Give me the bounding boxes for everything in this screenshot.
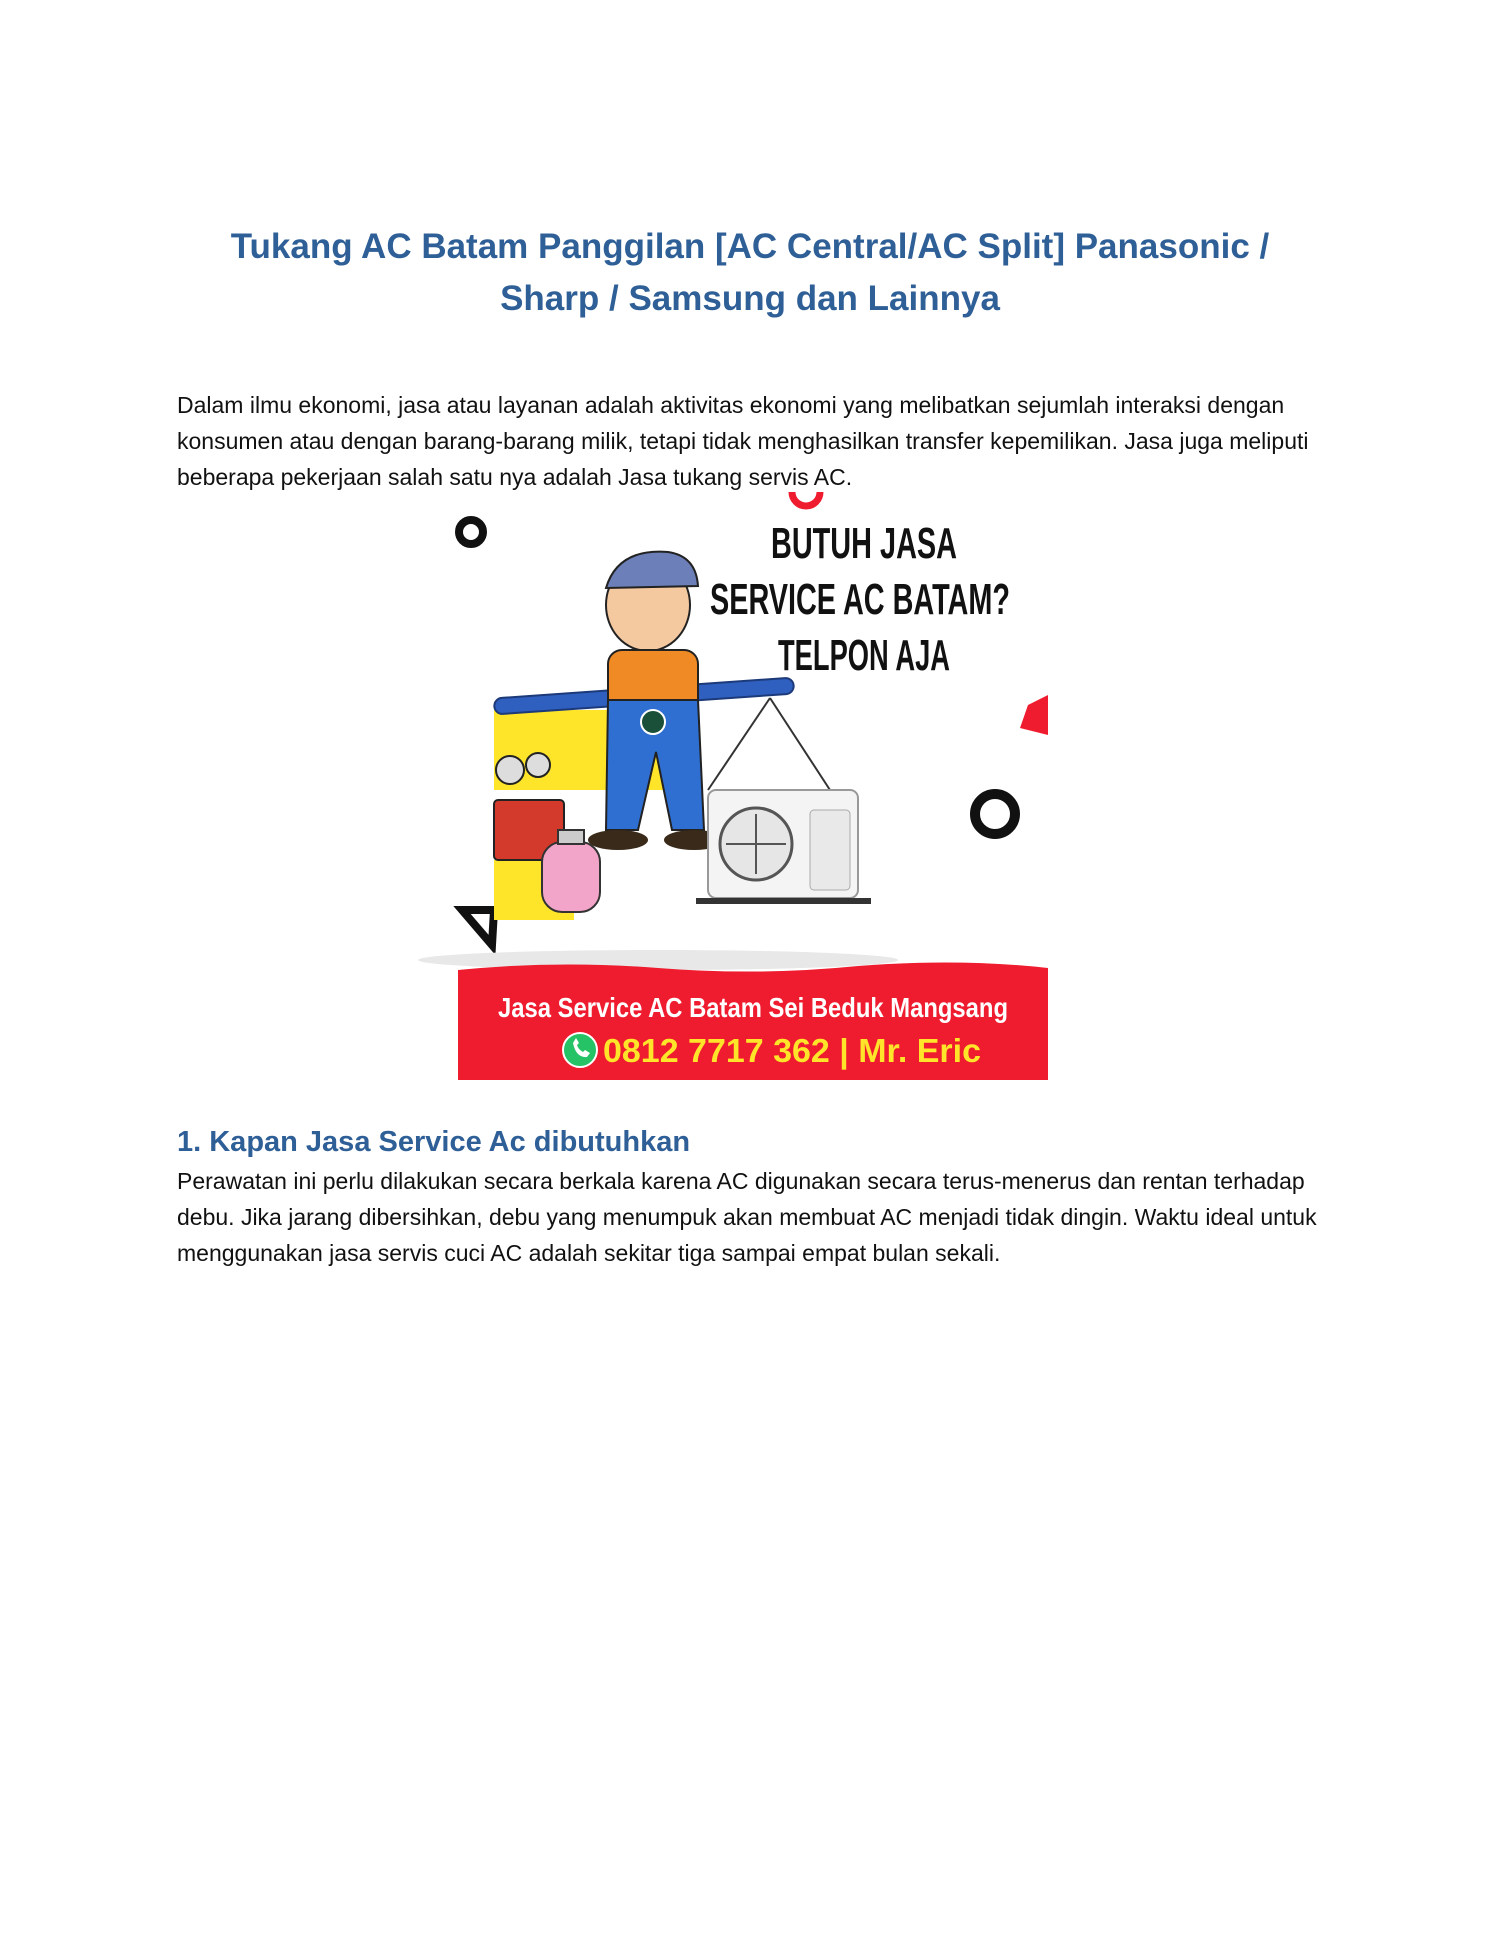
scale-plate xyxy=(696,898,871,904)
section-paragraph: Perawatan ini perlu dilakukan secara berkala karena AC digunakan secara terus-menerus dan rentan terhadap debu. Jika jarang dibersihkan, debu yang menumpuk akan membuat AC menjadi tidak dingin. Waktu ideal untuk menggunakan jasa servis cuci AC adalah sekitar tiga sampai empat bulan sekali. xyxy=(177,1168,1317,1266)
ad-headline-line3: TELPON AJA xyxy=(778,631,950,680)
ad-banner-phone: 0812 7717 362 | Mr. Eric xyxy=(603,1032,981,1069)
ad-image xyxy=(458,490,1048,1080)
decor-triangle-red xyxy=(1020,695,1048,735)
scale-rope-left xyxy=(708,698,770,790)
ground-shadow xyxy=(418,950,898,970)
decor-triangle-black xyxy=(462,910,494,945)
gauge-icon xyxy=(496,756,524,784)
technician-cap xyxy=(606,552,698,588)
decor-circle-right xyxy=(975,794,1015,834)
section-heading: 1. Kapan Jasa Service Ac dibutuhkan xyxy=(177,1126,691,1159)
ad-headline-line1: BUTUH JASA xyxy=(771,519,957,568)
ad-headline-line2: SERVICE AC BATAM? xyxy=(710,575,1010,624)
ac-side-panel xyxy=(810,810,850,890)
decor-circle-left xyxy=(459,520,483,544)
scale-rope-right xyxy=(770,698,830,790)
page-title: Tukang AC Batam Panggilan [AC Central/AC Split] Panasonic / Sharp / Samsung dan Lainnya xyxy=(230,227,1270,319)
tank-valve xyxy=(558,830,584,844)
decor-arc-top xyxy=(792,492,820,506)
gauge-icon-2 xyxy=(526,753,550,777)
technician-shoe-left xyxy=(588,830,648,850)
ad-graphic xyxy=(458,490,1048,1080)
intro-paragraph: Dalam ilmu ekonomi, jasa atau layanan adalah aktivitas ekonomi yang melibatkan sejumlah interaksi dengan konsumen atau dengan barang-barang milik, tetapi tidak menghasilkan transfer kepemilikan. Jasa juga meliputi beberapa pekerjaan salah satu nya adalah Jasa tukang servis AC. xyxy=(177,392,1309,490)
whatsapp-icon xyxy=(563,1033,597,1067)
refrigerant-tank xyxy=(542,842,600,912)
ad-banner-line1: Jasa Service AC Batam Sei Beduk Mangsang xyxy=(498,992,1008,1023)
technician-badge xyxy=(641,710,665,734)
